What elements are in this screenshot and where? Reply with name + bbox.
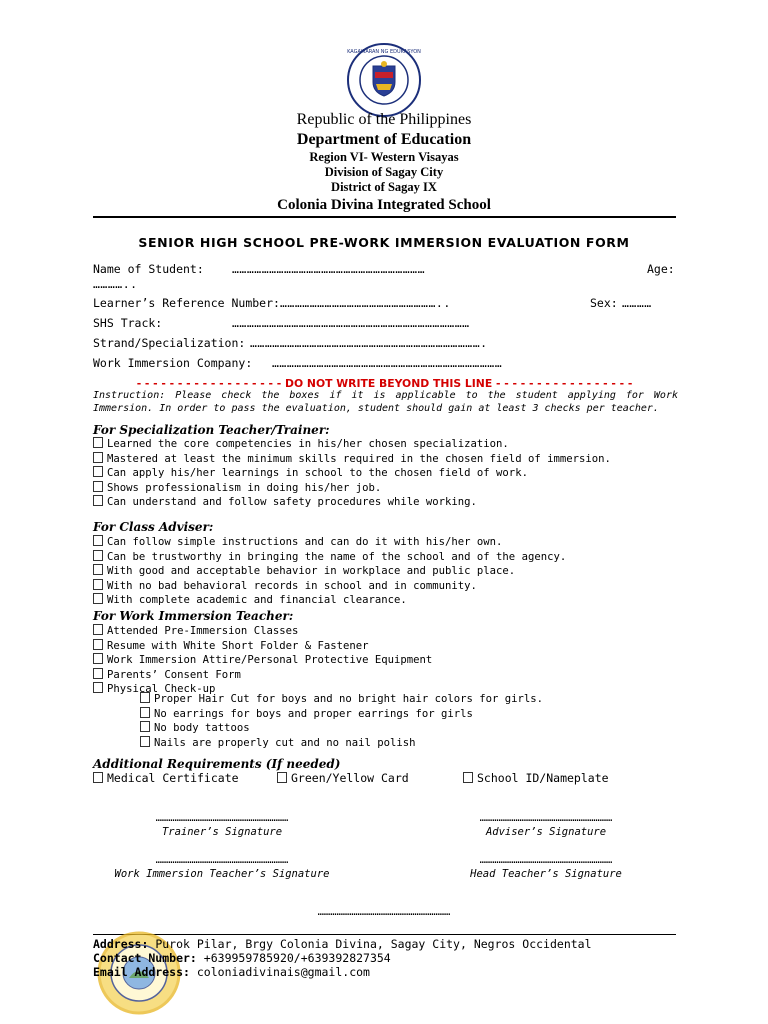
checkbox[interactable]	[93, 495, 103, 506]
wi-teacher-signature-label: Work Immersion Teacher’s Signature	[114, 868, 330, 880]
checklist-item[interactable]: Work Immersion Attire/Personal Protective Equipment	[93, 653, 432, 668]
header-department: Department of Education	[296, 131, 472, 148]
name-label: Name of Student:	[93, 262, 204, 276]
age-label: Age:	[647, 262, 675, 276]
immersion-list	[93, 624, 432, 697]
checkbox[interactable]	[93, 579, 103, 590]
checklist-item[interactable]: Resume with White Short Folder & Fastener	[93, 639, 432, 654]
checklist-item[interactable]: Physical Check-up	[93, 682, 432, 697]
head-teacher-signature-label: Head Teacher’s Signature	[470, 868, 622, 880]
specialization-list	[93, 437, 611, 510]
name-field[interactable]: ……………………………………………………………………	[232, 262, 426, 276]
lrn-label: Learner’s Reference Number:	[93, 296, 280, 310]
checklist-item[interactable]: Can understand and follow safety procedures while working.	[93, 495, 611, 510]
wi-teacher-signature-line[interactable]: ………………………………………………………	[155, 854, 289, 866]
specialization-heading: For Specialization Teacher/Trainer:	[93, 423, 330, 437]
additional-heading: Additional Requirements (If needed)	[93, 757, 341, 771]
checklist-item[interactable]: With no bad behavioral records in school and in community.	[93, 579, 566, 594]
svg-text:KAGAWARAN NG EDUKASYON: KAGAWARAN NG EDUKASYON	[347, 49, 421, 55]
checkbox[interactable]	[93, 564, 103, 575]
checkbox[interactable]	[93, 437, 103, 448]
immersion-heading: For Work Immersion Teacher:	[93, 609, 294, 623]
adviser-list	[93, 535, 566, 608]
lrn-field[interactable]: ………………………………………………………..	[280, 296, 451, 310]
checkbox[interactable]	[93, 624, 103, 635]
do-not-write-separator: - - - - - - - - - - - - - - - - - - DO NOT WRITE BEYOND THIS LINE - - - - - - - - - - - - - - - - -	[136, 377, 633, 390]
track-field[interactable]: ……………………………………………………………………………………	[232, 316, 470, 330]
checklist-subitem[interactable]: No earrings for boys and proper earrings for girls	[140, 707, 543, 722]
checklist-item[interactable]: Can follow simple instructions and can do it with his/her own.	[93, 535, 566, 550]
checklist-item[interactable]: Parents’ Consent Form	[93, 668, 432, 683]
checkbox[interactable]	[93, 550, 103, 561]
trainer-signature-line[interactable]: ………………………………………………………	[155, 812, 289, 824]
adviser-heading: For Class Adviser:	[93, 520, 214, 534]
checkbox[interactable]	[140, 692, 150, 703]
additional-green-card[interactable]: Green/Yellow Card	[277, 772, 409, 786]
header-school: Colonia Divina Integrated School	[277, 197, 491, 213]
checklist-item[interactable]: Can be trustworthy in bringing the name of the school and of the agency.	[93, 550, 566, 565]
checkbox[interactable]	[140, 707, 150, 718]
checklist-item[interactable]: Shows professionalism in doing his/her job.	[93, 481, 611, 496]
additional-medical[interactable]: Medical Certificate	[93, 772, 239, 786]
checkbox[interactable]	[93, 653, 103, 664]
header-country: Republic of the Philippines	[296, 111, 472, 128]
physical-checkup-sublist	[140, 692, 543, 750]
footer-contact: Contact Number: +639959785920/+639392827354	[93, 951, 391, 965]
additional-school-id[interactable]: School ID/Nameplate	[463, 772, 609, 786]
adviser-signature-line[interactable]: ………………………………………………………	[479, 812, 613, 824]
checklist-item[interactable]: Learned the core competencies in his/her chosen specialization.	[93, 437, 611, 452]
checkbox[interactable]	[93, 535, 103, 546]
checkbox[interactable]	[93, 772, 103, 783]
checkbox[interactable]	[93, 639, 103, 650]
age-field[interactable]: …………..	[93, 277, 138, 291]
checkbox[interactable]	[93, 481, 103, 492]
header-district: District of Sagay IX	[331, 180, 437, 194]
track-label: SHS Track:	[93, 316, 163, 330]
footer-address: Address: Purok Pilar, Brgy Colonia Divina, Sagay City, Negros Occidental	[93, 937, 592, 951]
header-division: Division of Sagay City	[324, 165, 444, 179]
checklist-subitem[interactable]: Nails are properly cut and no nail polish	[140, 736, 543, 751]
checkbox[interactable]	[93, 466, 103, 477]
checklist-subitem[interactable]: Proper Hair Cut for boys and no bright hair colors for girls.	[140, 692, 543, 707]
header-region: Region VI- Western Visayas	[309, 150, 459, 164]
form-title: SENIOR HIGH SCHOOL PRE-WORK IMMERSION EVALUATION FORM	[138, 235, 630, 250]
checkbox[interactable]	[140, 721, 150, 732]
adviser-signature-label: Adviser’s Signature	[485, 826, 607, 838]
sex-field[interactable]: …………	[622, 296, 652, 310]
checkbox[interactable]	[93, 593, 103, 604]
checklist-item[interactable]: With good and acceptable behavior in workplace and public place.	[93, 564, 566, 579]
checkbox[interactable]	[93, 452, 103, 463]
checklist-subitem[interactable]: No body tattoos	[140, 721, 543, 736]
trainer-signature-label: Trainer’s Signature	[161, 826, 283, 838]
instruction-text: Instruction: Please check the boxes if it is applicable to the student applying for Work Immersion. In order to pass the evaluation, student should gain at least 3 checks per teacher.	[93, 390, 678, 414]
checkbox[interactable]	[277, 772, 287, 783]
company-field[interactable]: …………………………………………………………………………………	[272, 356, 503, 370]
checklist-item[interactable]: With complete academic and financial clearance.	[93, 593, 566, 608]
company-label: Work Immersion Company:	[93, 356, 253, 370]
header-divider	[93, 216, 676, 218]
bottom-signature-line[interactable]: ………………………………………………………	[317, 906, 451, 918]
checklist-item[interactable]: Mastered at least the minimum skills required in the chosen field of immersion.	[93, 452, 611, 467]
sex-label: Sex:	[590, 296, 618, 310]
checkbox[interactable]	[93, 682, 103, 693]
deped-seal	[346, 42, 422, 118]
head-teacher-signature-line[interactable]: ………………………………………………………	[479, 854, 613, 866]
strand-field[interactable]: ………………………………………………………………………………….	[250, 336, 488, 350]
checklist-item[interactable]: Can apply his/her learnings in school to the chosen field of work.	[93, 466, 611, 481]
strand-label: Strand/Specialization:	[93, 336, 246, 350]
checkbox[interactable]	[463, 772, 473, 783]
checkbox[interactable]	[93, 668, 103, 679]
checklist-item[interactable]: Attended Pre-Immersion Classes	[93, 624, 432, 639]
footer-email: Email Address: coloniadivinais@gmail.com	[93, 965, 370, 979]
checkbox[interactable]	[140, 736, 150, 747]
